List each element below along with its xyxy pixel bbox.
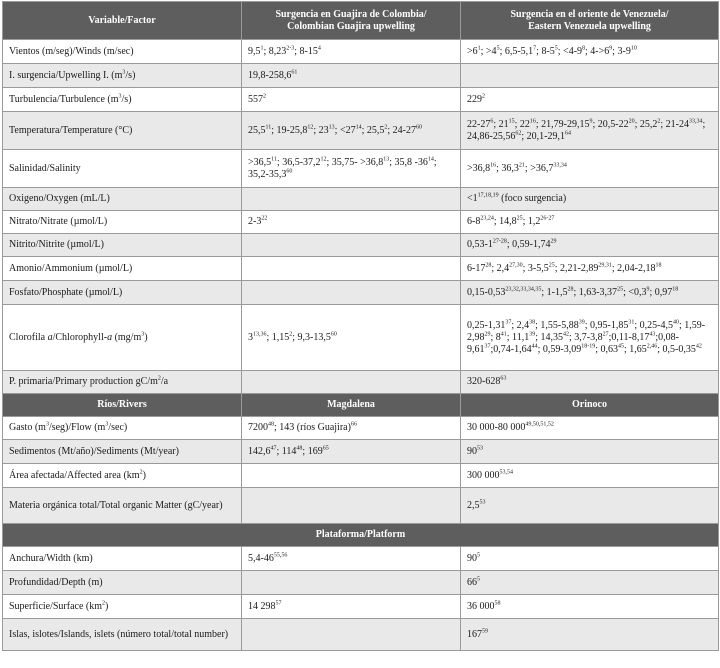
table-row <box>3 488 719 524</box>
header-guajira-line2: Colombian Guajira upwelling <box>287 20 415 32</box>
cell-venezuela: $66^5$ <box>461 571 719 595</box>
table-row <box>3 464 719 488</box>
cell-guajira: 5,4-46$^{55,56}$ <box>242 547 461 571</box>
rivers-header-magdalena: Magdalena <box>242 394 461 417</box>
platform-section <box>3 547 719 651</box>
cell-guajira: $9,5^1$; 8,23$^{2-3}$; $8-15^4$ <box>242 40 461 64</box>
table-row <box>3 305 719 371</box>
header-guajira-line1: Surgencia en Guajira de Colombia/ <box>275 8 427 20</box>
rivers-header-orinoco: Orinoco <box>461 394 719 417</box>
cell-venezuela: $6-17^{28}$; 2,4$^{27,30}$; $3-5,5^{25}$; 2,21-2,89$^{29,31}$; 2,04-2,18$^{18}$ <box>461 257 719 281</box>
platform-header-title: Plataforma/Platform <box>3 524 719 547</box>
table-row <box>3 547 719 571</box>
cell-variable: I. surgencia/Upwelling I. $(m^3/s)$ <box>3 64 242 88</box>
header-venezuela <box>461 2 719 40</box>
cell-variable: Superficie/Surface $(km^2)$ <box>3 595 242 619</box>
table-row <box>3 40 719 64</box>
cell-guajira <box>242 619 461 651</box>
header-venezuela-line1: Surgencia en el oriente de Venezuela/ <box>510 8 669 20</box>
cell-guajira <box>242 257 461 281</box>
cell-venezuela: $90^{53}$ <box>461 440 719 464</box>
cell-guajira <box>242 488 461 524</box>
table-row <box>3 619 719 651</box>
cell-venezuela: 0,53-1$^{27-28}$; 0,59-1,74$^{29}$ <box>461 234 719 257</box>
rivers-section <box>3 417 719 524</box>
cell-variable: Temperatura/Temperature (°C) <box>3 112 242 150</box>
table-row <box>3 571 719 595</box>
cell-variable: Nitrato/Nitrate (µmol/L) <box>3 211 242 234</box>
table-row <box>3 257 719 281</box>
cell-guajira: 19,8-258,6$^{61}$ <box>242 64 461 88</box>
cell-guajira <box>242 281 461 305</box>
cell-variable: Islas, islotes/Islands, islets (número total/total number) <box>3 619 242 651</box>
cell-venezuela: 30 000-80 000$^{49,50,51,52}$ <box>461 417 719 440</box>
platform-header-row <box>3 524 719 547</box>
cell-venezuela: $167^{59}$ <box>461 619 719 651</box>
comparison-table <box>2 1 719 651</box>
platform-header-section <box>3 524 719 547</box>
table-row <box>3 188 719 211</box>
cell-venezuela: $22-27^6$; $21^{15}$; $22^{16}$; 21,79-29,15$^9$; $20,5-22^{20}$; 25,2$^2$; 21-24$^{33,34}$; 24,86-25,56$^{62}$; 20,1-29,1$^{64}$ <box>461 112 719 150</box>
rivers-header-row <box>3 394 719 417</box>
table-row <box>3 595 719 619</box>
cell-venezuela: $320-628^{63}$ <box>461 371 719 394</box>
cell-guajira <box>242 371 461 394</box>
cell-guajira: $>36,5^{11}$; 36,5-37,2$^{12}$; $35,75- >36,8^{13}$; 35,8 $-36^{14}$; 35,2-35,3$^{60}$ <box>242 150 461 188</box>
cell-variable: Oxigeno/Oxygen (mL/L) <box>3 188 242 211</box>
cell-variable: Amonio/Ammonium (µmol/L) <box>3 257 242 281</box>
cell-variable: Salinidad/Salinity <box>3 150 242 188</box>
cell-venezuela: 0,25-1,31$^{37}$; $2,4^{38}$; 1,55-5,88$^{39}$; 0,95-1,85$^{31}$; $0,25-4,5^{40}$; 1,59-2,98$^{29}$; $8^{41}$; 11,1$^{39}$; 14,35$^{42}$; $3,7-3,8^{27};0,11-8,17^{43};0,08-9,61^{37};0,74-1,64^{44}$; 0,59-3,09$^{18-19}$; 0,63$^{45}$; 1,65$^{2,46}$; 0,5-0,35$^{42}$ <box>461 305 719 371</box>
cell-variable: Sedimentos (Mt/año)/Sediments (Mt/year) <box>3 440 242 464</box>
rivers-header-label: Ríos/Rivers <box>3 394 242 417</box>
cell-variable: Clorofila a/Chlorophyll-a $(mg/m^3)$ <box>3 305 242 371</box>
table-row <box>3 150 719 188</box>
table-header-row <box>3 2 719 40</box>
header-venezuela-line2: Eastern Venezuela upwelling <box>528 20 651 32</box>
cell-variable: Fosfato/Phosphate (µmol/L) <box>3 281 242 305</box>
header-guajira <box>242 2 461 40</box>
cell-variable: Materia orgánica total/Total organic Matter (gC/year) <box>3 488 242 524</box>
upwelling-section <box>3 40 719 394</box>
cell-variable: Área afectada/Affected area $(km^2)$ <box>3 464 242 488</box>
table-row <box>3 112 719 150</box>
cell-venezuela: 36 $000^{58}$ <box>461 595 719 619</box>
cell-guajira: 14 $298^{57}$ <box>242 595 461 619</box>
header-variable: Variable/Factor <box>3 2 242 40</box>
table-row <box>3 371 719 394</box>
cell-guajira: 142,6$^{47}$; $114^{48}$; $169^{65}$ <box>242 440 461 464</box>
cell-venezuela: $90^5$ <box>461 547 719 571</box>
cell-guajira <box>242 188 461 211</box>
cell-guajira: $557^2$ <box>242 88 461 112</box>
table-row <box>3 234 719 257</box>
table-row <box>3 88 719 112</box>
cell-venezuela: $229^2$ <box>461 88 719 112</box>
table-row <box>3 211 719 234</box>
cell-venezuela: $2,5^{53}$ <box>461 488 719 524</box>
cell-guajira <box>242 234 461 257</box>
cell-guajira <box>242 464 461 488</box>
cell-variable: Nitrito/Nitrite (µmol/L) <box>3 234 242 257</box>
table-row <box>3 281 719 305</box>
rivers-header-section <box>3 394 719 417</box>
cell-venezuela: 0,15-0,53$^{23,32,33,34,35}$; $1-1,5^{28}$; $1,63-3,37^{25}$; $<0,3^9$; 0,97$^{18}$ <box>461 281 719 305</box>
table-row <box>3 64 719 88</box>
cell-venezuela: 300 000$^{53,54}$ <box>461 464 719 488</box>
cell-venezuela: $<1^{17,18,19}$ (foco surgencia) <box>461 188 719 211</box>
table-row <box>3 417 719 440</box>
cell-variable: Vientos (m/seg)/Winds (m/sec) <box>3 40 242 64</box>
cell-guajira: 3$^{13,36}$; 1,15$^2$; 9,3-13,5$^{60}$ <box>242 305 461 371</box>
table-row <box>3 440 719 464</box>
cell-venezuela: 6-8$^{23,24}$; 14,8$^{25}$; 1,2$^{26-27}$ <box>461 211 719 234</box>
cell-variable: Turbulencia/Turbulence $(m^3/s)$ <box>3 88 242 112</box>
cell-venezuela: $>36,8^{16}$; $36,3^{21}$; $>36,7^{33,34}$ <box>461 150 719 188</box>
cell-venezuela <box>461 64 719 88</box>
cell-venezuela: $>6^1$; $>4^5$; $6,5-5,1^7$; $8-5^5$; $<4-9^8$; $4->6^9$; $3-9^{10}$ <box>461 40 719 64</box>
cell-variable: Profundidad/Depth (m) <box>3 571 242 595</box>
cell-guajira: $2-3^{22}$ <box>242 211 461 234</box>
cell-guajira: 25,5$^{11}$; 19-25,8$^{12}$; $23^{13}$; $<27^{14}$; 25,5$^2$; $24-27^{60}$ <box>242 112 461 150</box>
cell-variable: P. primaria/Primary production $gC/m^2/a$ <box>3 371 242 394</box>
cell-variable: Anchura/Width (km) <box>3 547 242 571</box>
cell-variable: Gasto $(m^3/seg)$/Flow $(m^3/\sec)$ <box>3 417 242 440</box>
cell-guajira: 7200$^{48}$; 143 (ríos Guajira)$^{66}$ <box>242 417 461 440</box>
cell-guajira <box>242 571 461 595</box>
